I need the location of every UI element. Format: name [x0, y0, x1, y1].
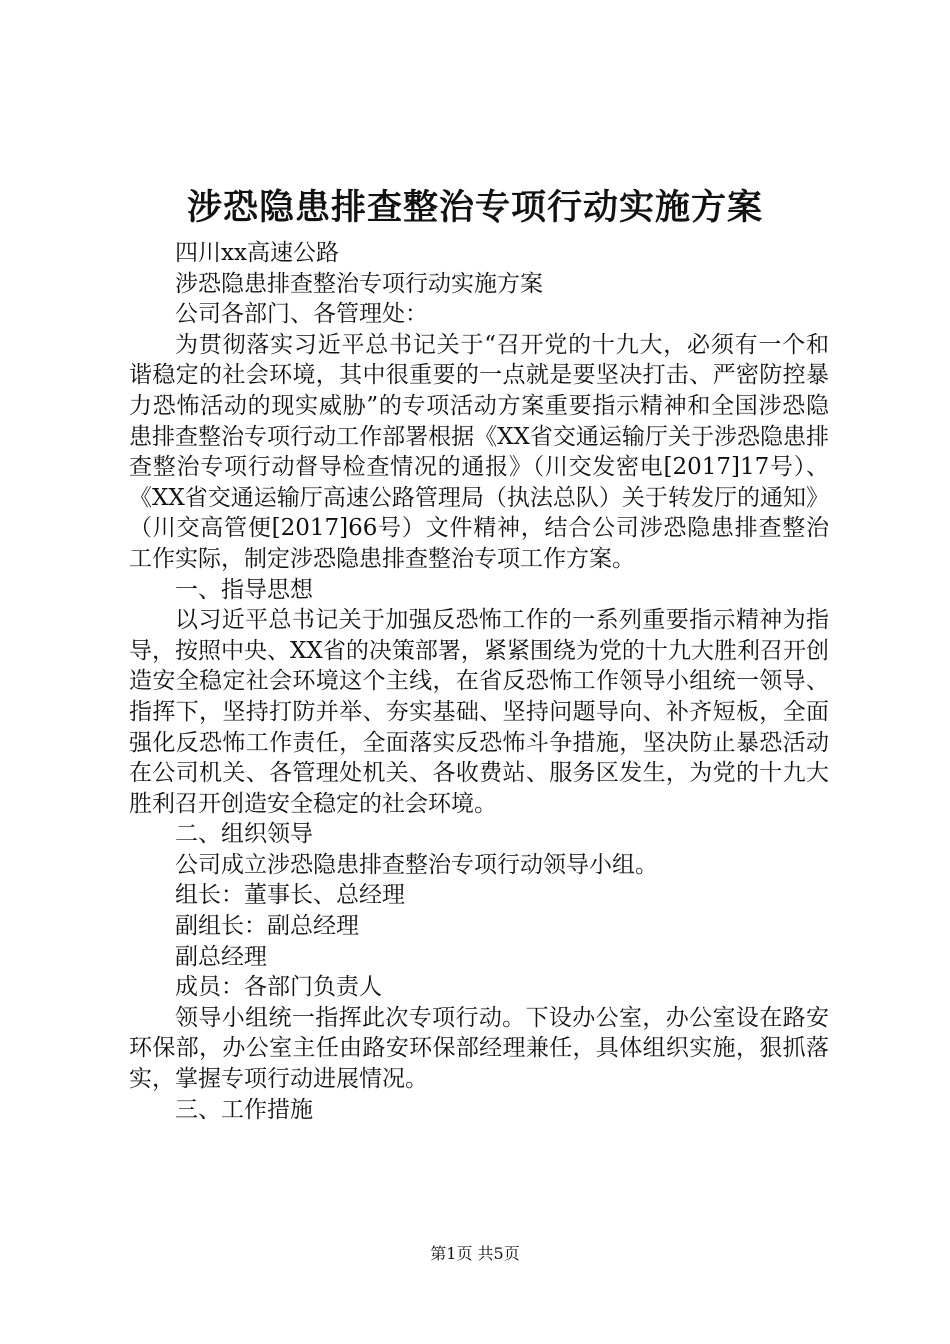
paragraph-company-name: 四川xx高速公路 [175, 240, 339, 266]
document-body [129, 238, 829, 1125]
paragraph-members: 成员：各部门负责人 [175, 974, 382, 1001]
heading-organization: 二、组织领导 [175, 821, 313, 848]
paragraph-guiding-ideology: 以习近平总书记关于加强反恐怖工作的一系列重要指示精神为指导，按照中央、XX省的决策部署，紧紧围绕为党的十九大胜利召开创造安全稳定社会环境这个主线，在省反恐怖工作领导小组统一领导、指挥下，坚持打防并举、夯实基础、坚持问题导向、补齐短板，全面强化反恐怖工作责任，全面落实反恐怖斗争措施，坚决防止暴恐活动在公司机关、各管理处机关、各收费站、服务区发生，为党的十九大胜利召开创造安全稳定的社会环境。 [129, 607, 829, 817]
paragraph-plan-name: 涉恐隐患排查整治专项行动实施方案 [175, 270, 543, 297]
paragraph-office: 领导小组统一指挥此次专项行动。下设办公室，办公室设在路安环保部，办公室主任由路安环保部经理兼任，具体组织实施，狠抓落实，掌握专项行动进展情况。 [129, 1004, 829, 1093]
document-title: 涉恐隐患排查整治专项行动实施方案 [186, 187, 763, 228]
paragraph-group-leader: 组长：董事长、总经理 [175, 882, 405, 909]
page-footer: 第1页 共5页 [430, 1244, 520, 1263]
paragraph-salutation: 公司各部门、各管理处： [175, 301, 428, 328]
paragraph-intro: 为贯彻落实习近平总书记关于“召开党的十九大，必须有一个和谐稳定的社会环境，其中很重要的一点就是要坚决打击、严密防控暴力恐怖活动的现实威胁”的专项活动方案重要指示精神和全国涉恐隐患排查整治专项行动工作部署根据《XX省交通运输厅关于涉恐隐患排查整治专项行动督导检查情况的通报》（川交发密电[2017]17号）、《XX省交通运输厅高速公路管理局（执法总队）关于转发厅的通知》（川交高管便[2017]66号）文件精神，结合公司涉恐隐患排查整治工作实际，制定涉恐隐患排查整治专项工作方案。 [129, 331, 829, 572]
heading-guiding-ideology: 一、指导思想 [175, 576, 313, 603]
paragraph-deputy-gm: 副总经理 [175, 943, 267, 970]
paragraph-leading-group: 公司成立涉恐隐患排查整治专项行动领导小组。 [175, 851, 658, 878]
heading-work-measures: 三、工作措施 [175, 1096, 313, 1123]
paragraph-deputy-leader: 副组长：副总经理 [175, 913, 359, 940]
